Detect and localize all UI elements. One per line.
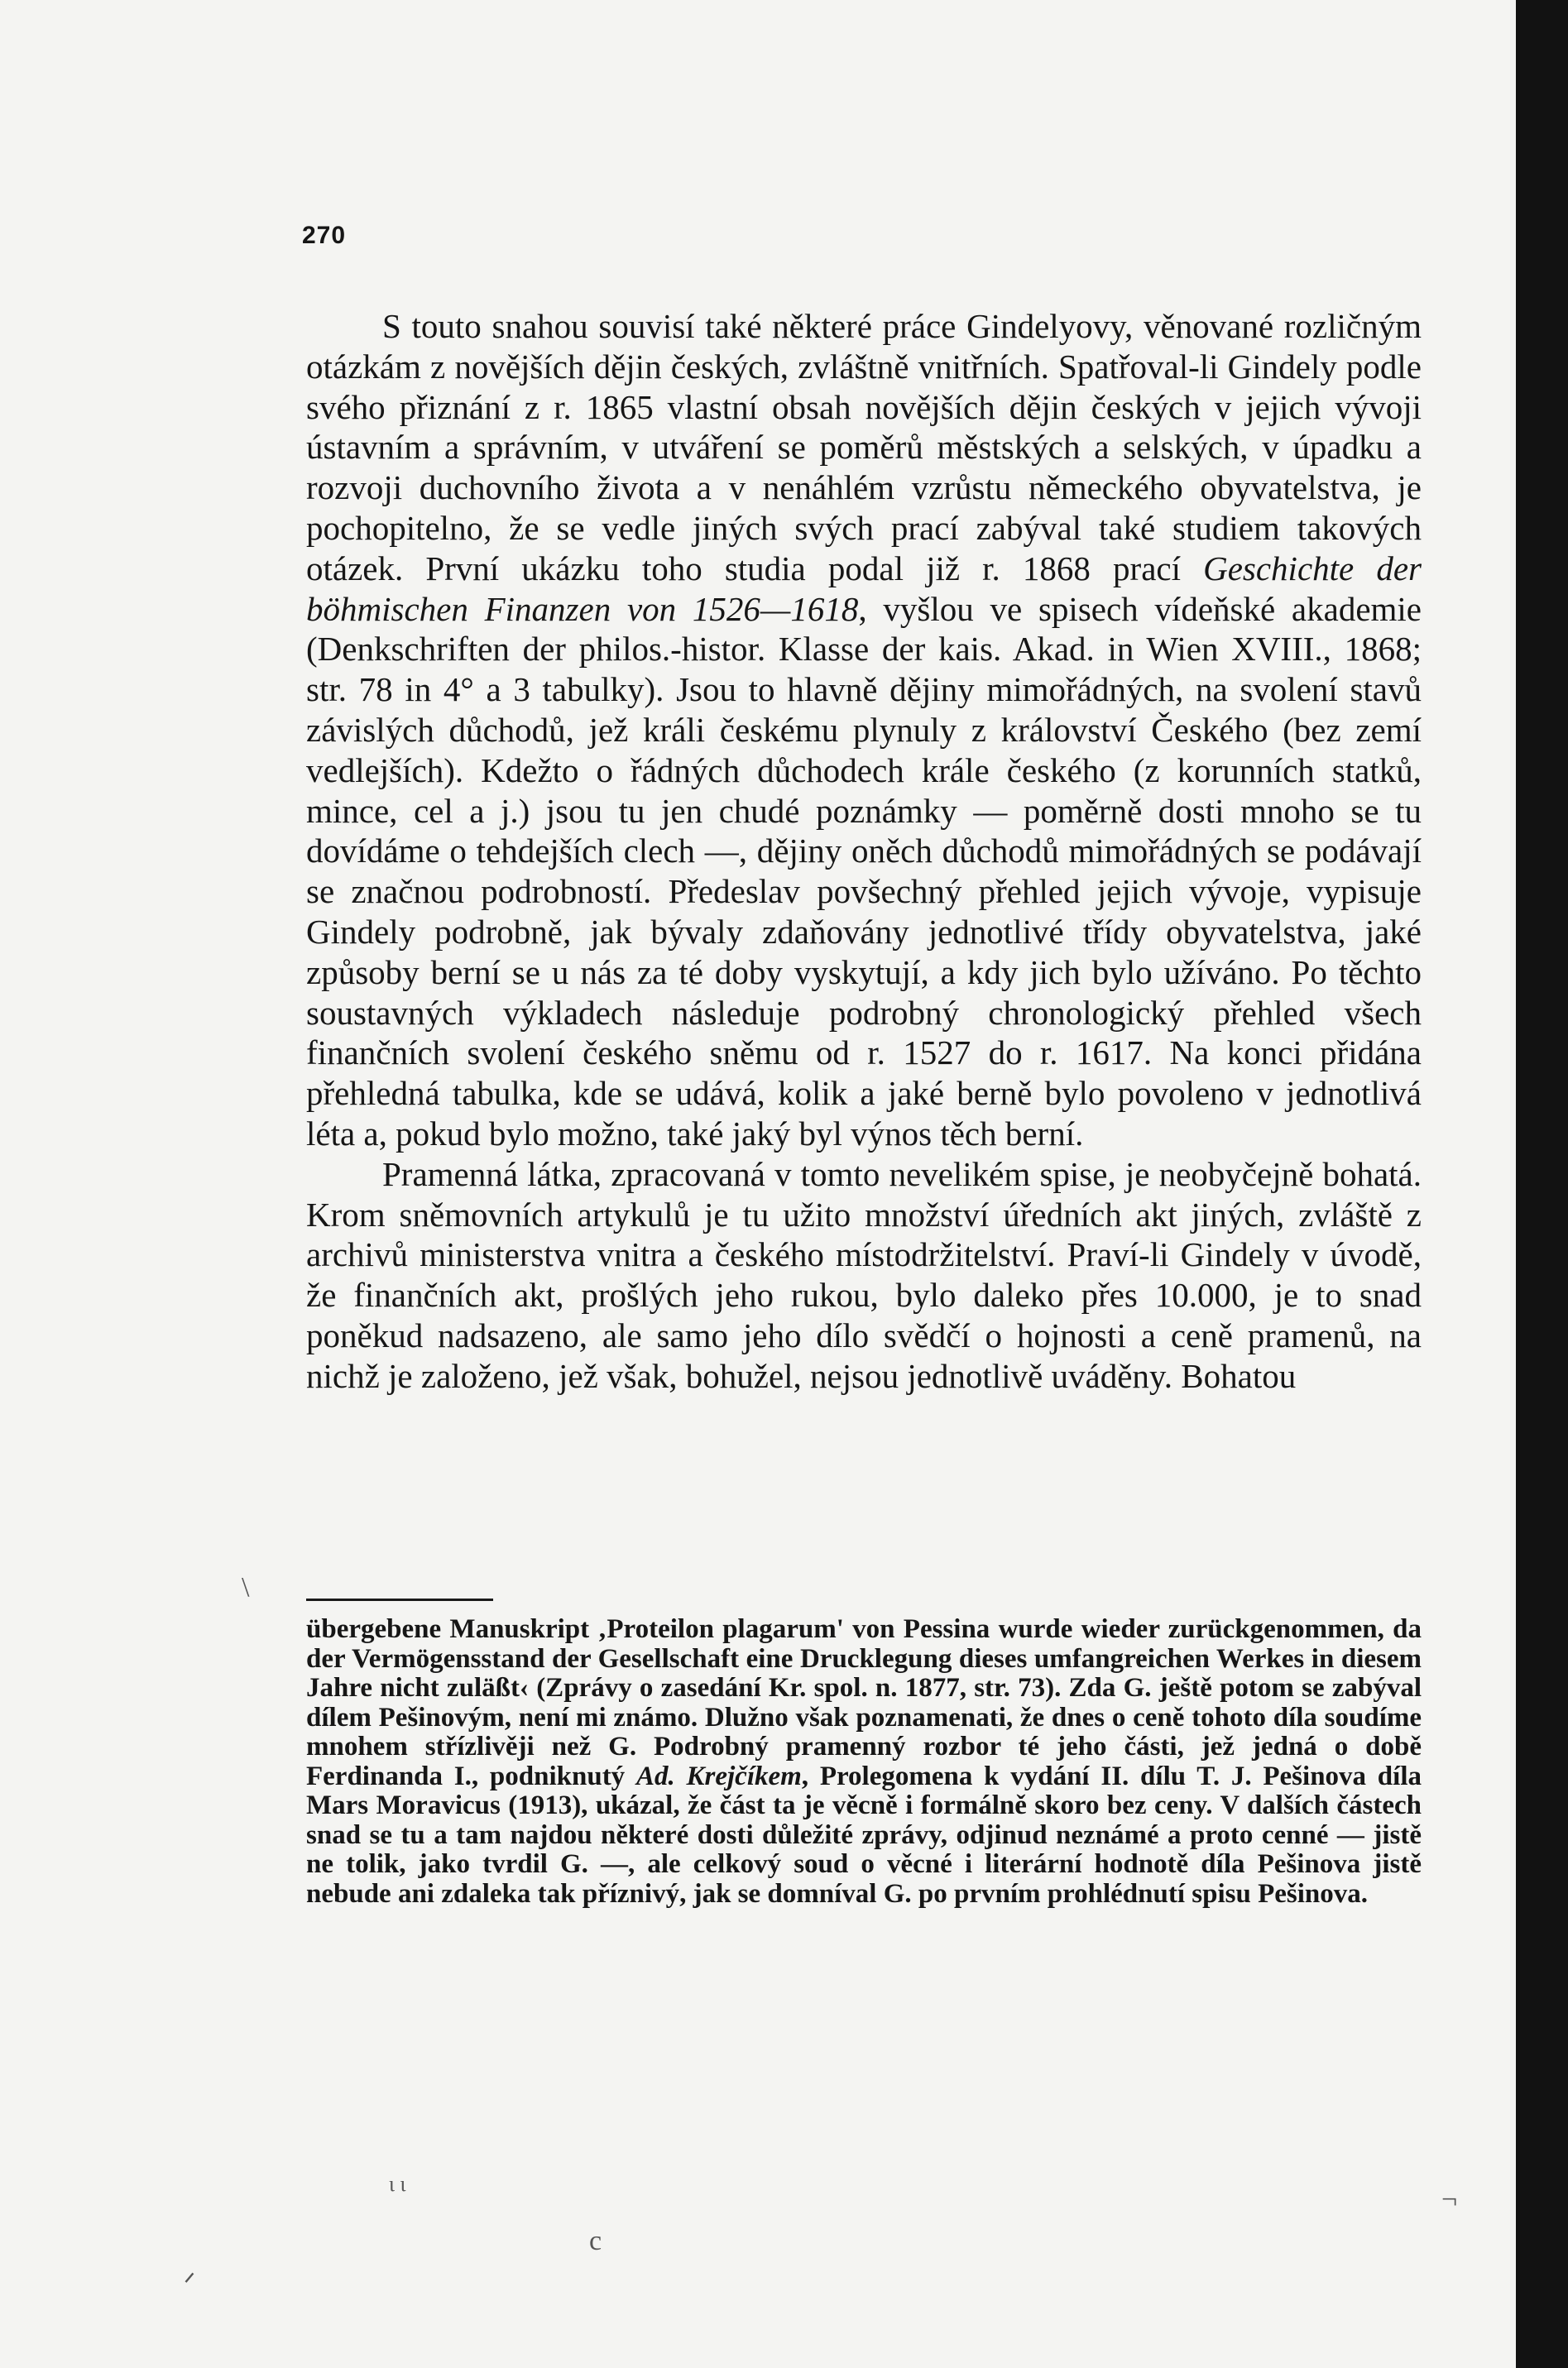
margin-mark: \	[242, 1572, 250, 1603]
footnote	[306, 1615, 1422, 1909]
paragraph-2-text: Pramenná látka, zpracovaná v tomto nevelikém spise, je neobyčejně bohatá. Krom sněmovních artykulů je tu užito množství úředních akt jiných, zvláště z archivů ministerstva vnitra a českého místodržitelství. Praví-li Gindely v úvodě, že finančních akt, prošlých jeho rukou, bylo daleko přes 10.000, je to snad poněkud nadsazeno, ale samo jeho dílo svědčí o hojnosti a ceně pramenů, na nichž je založeno, jež však, bohužel, nejsou jednotlivě uváděny. Bohatou	[306, 1154, 1422, 1395]
margin-mark: c	[589, 2226, 602, 2256]
margin-mark: ᐟ	[184, 2269, 196, 2299]
book-title-italic: Geschichte der böhmischen Finanzen von 1526—1618	[306, 549, 1422, 628]
paragraph-1-text: S touto snahou souvisí také některé práce Gindelyovy, věnované rozličným otázkám z novějších dějin českých, zvláštně vnitřních. Spatřoval-li Gindely podle svého přiznání z r. 1865 vlastní obsah novějších dějin českých v jejich vývoji ústavním a správním, v utváření se poměrů městských a selských, v úpadku a rozvoji duchovního života a v nenáhlém vzrůstu německého obyvatelstva, je pochopitelno, že se vedle jiných svých prací zabýval také studiem takových otázek. První ukázku toho studia podal již r. 1868 prací	[306, 307, 1422, 587]
footnote-separator	[306, 1599, 493, 1601]
footnote-paragraph	[306, 1615, 1422, 1909]
footnote-text: übergebene Manuskript ‚Proteilon plagarum' von Pessina wurde wieder zurückgenommen, da der Vermögensstand der Gesellschaft eine Drucklegung dieses umfangreichen Werkes in diesem Jahre nicht zuläßt‹ (Zprávy o zasedání Kr. spol. n. 1877, str. 73). Zda G. ještě potom se zabýval dílem Pešinovým, není mi známo. Dlužno však poznamenati, že dnes o ceně tohoto díla soudíme mnohem střízlivěji než G. Podrobný pramenný rozbor té jeho části, jež jedná o době Ferdinanda I., podniknutý	[306, 1614, 1422, 1791]
footnote-author-italic: Ad. Krejčíkem	[635, 1761, 802, 1791]
paragraph-1-text-cont: , vyšlou ve spisech vídeňské akademie (Denkschriften der philos.-histor. Klasse der kais. Akad. in Wien XVIII., 1868; str. 78 in 4° a 3 tabulky). Jsou to hlavně dějiny mimořádných, na svolení stavů závislých důchodů, jež králi českému plynuly z království Českého (bez zemí vedlejších). Kdežto o řádných důchodech krále českého (z korunních statků, mince, cel a j.) jsou tu jen chudé poznámky — poměrně dosti mnoho se tu dovídáme o tehdejších clech —, dějiny oněch důchodů mimořádných se podávají se značnou podrobností. Předeslav povšechný přehled jejich vývoje, vypisuje Gindely podrobně, jak bývaly zdaňovány jednotlivé třídy obyvatelstva, jaké způsoby berní se u nás za té doby vyskytují, a kdy jich bylo užíváno. Po těchto soustavných výkladech následuje podrobný chronologický přehled všech finančních svolení českého sněmu od r. 1527 do r. 1617. Na konci přidána přehledná tabulka, kde se udává, kolik a jaké berně bylo povoleno v jednotlivá léta a, pokud bylo možno, také jaký byl výnos těch berní.	[306, 589, 1422, 1153]
paragraph-1	[306, 306, 1422, 1154]
margin-mark: ι ι	[389, 2172, 406, 2196]
footnote-text-cont: , Prolegomena k vydání II. dílu T. J. Pešinova díla Mars Moravicus (1913), ukázal, že část ta je věcně i formálně skoro bez ceny. V dalších částech snad se tu a tam najdou některé dosti důležité zprávy, odjinud neznámé a proto cenné — jistě ne tolik, jako tvrdil G. —, ale celkový soud o věcné i literární hodnotě díla Pešinova jistě nebude ani zdaleka tak příznivý, jak se domníval G. po prvním prohlédnutí spisu Pešinova.	[306, 1761, 1422, 1909]
paragraph-2	[306, 1154, 1422, 1397]
page-number: 270	[302, 222, 347, 249]
body-text	[306, 306, 1422, 1397]
margin-mark: ¬	[1441, 2184, 1458, 2215]
